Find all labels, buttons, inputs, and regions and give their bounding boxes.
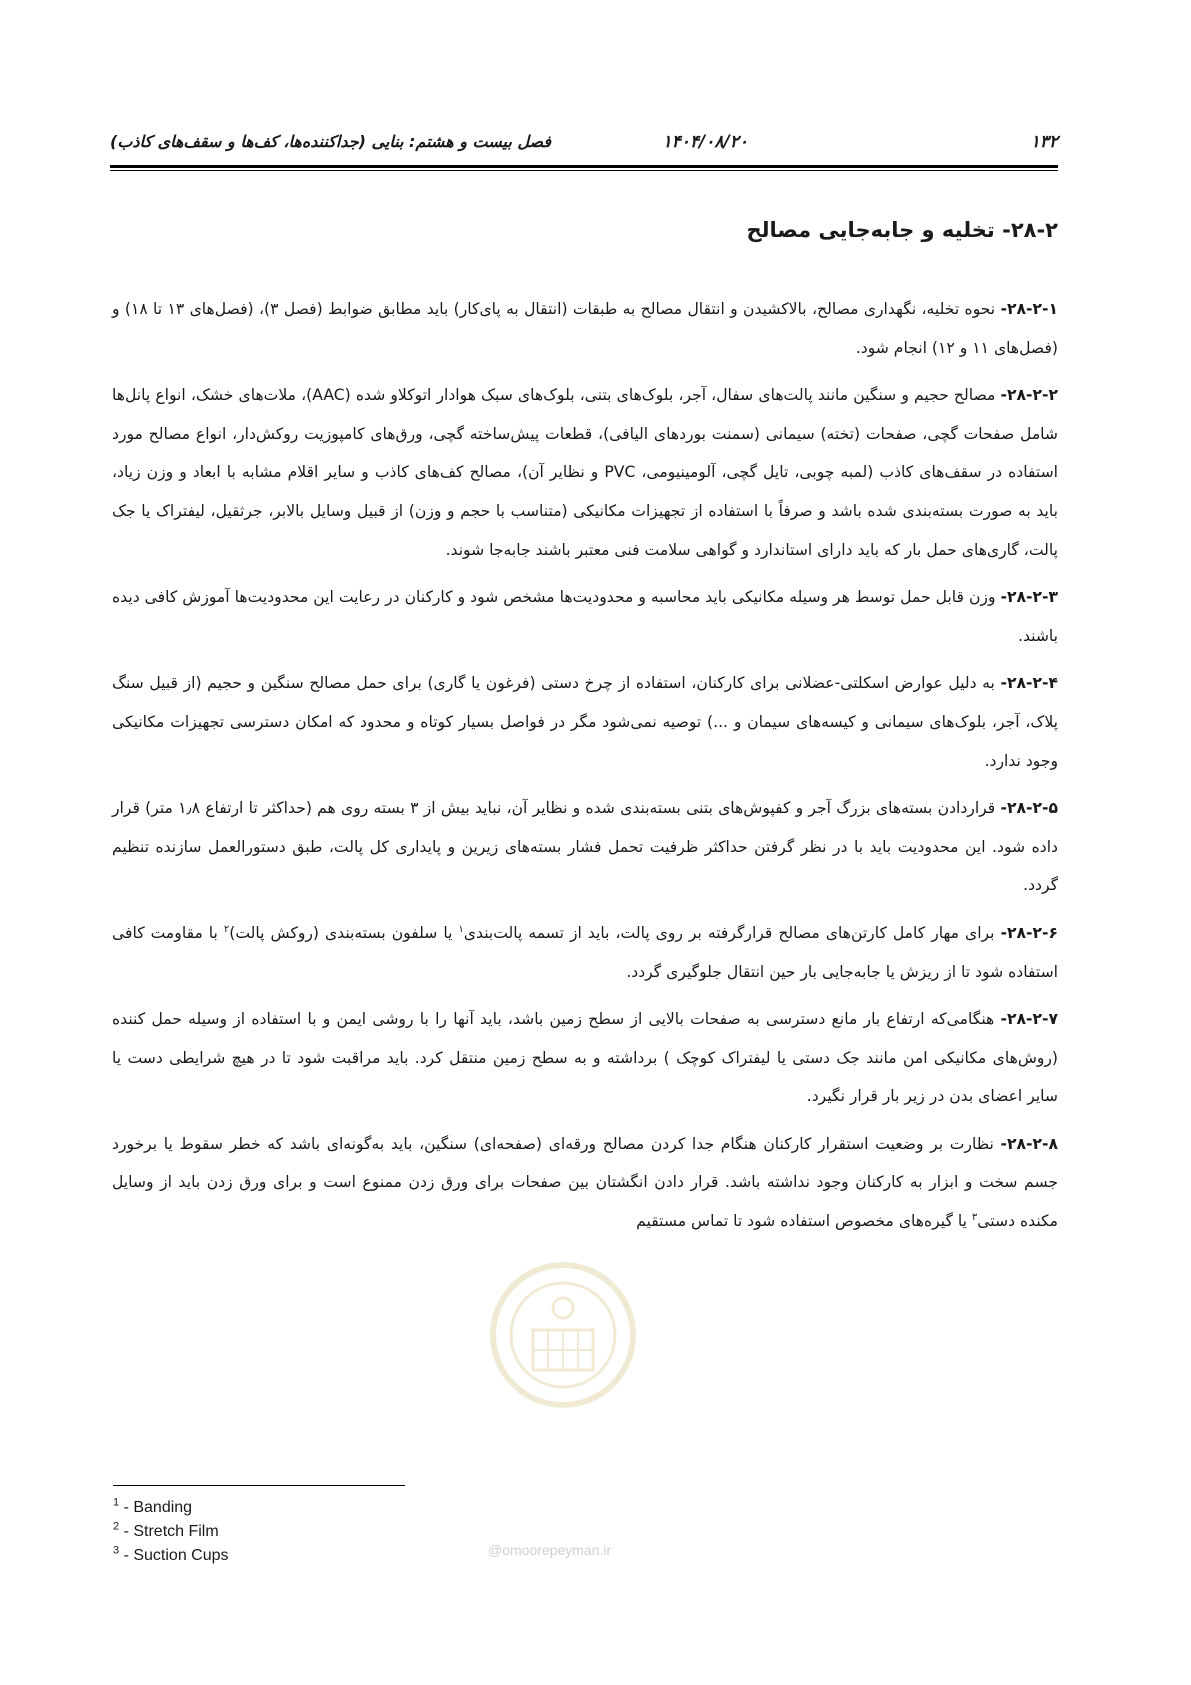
- clause-number: ۲۸-۲-۴-: [1000, 674, 1058, 693]
- footnote-text: - Stretch Film: [119, 1523, 219, 1540]
- footnote-mark: 1: [113, 1496, 120, 1509]
- footnote-divider: [113, 1485, 405, 1486]
- watermark-logo-icon: [483, 1250, 643, 1420]
- clause-text: نظارت بر وضعیت استقرار کارکنان هنگام جدا کردن مصالح ورقه‌ای (صفحه‌ای) سنگین، باید به‌گونه‌ای باشد که خطر سقوط یا برخورد جسم سخت و ابزار به کارکنان وجود نداشته باشد. قرار دادن انگشتان بین صفحات برای ورق زدن ممنوع است و برای ورق زدن باید از وسایل مکنده دستی: [112, 1134, 1058, 1231]
- clause-number: ۲۸-۲-۱-: [1000, 300, 1058, 318]
- paragraph-6: [112, 914, 1058, 991]
- clause-number: ۲۸-۲-۳-: [1000, 588, 1058, 607]
- paragraph-1: [112, 290, 1058, 367]
- footnote-ref[interactable]: ۲: [223, 923, 230, 935]
- footnote-item: [113, 1544, 229, 1568]
- paragraph-7: [112, 1000, 1058, 1116]
- chapter-title: فصل بیست و هشتم: بنایی (جداکننده‌ها، کف‌ها و سقف‌های کاذب): [110, 132, 551, 151]
- header-divider: [110, 165, 1058, 171]
- paragraph-8: [112, 1125, 1058, 1241]
- clause-number: ۲۸-۲-۵-: [1000, 799, 1058, 818]
- clause-text: با مقاومت کافی استفاده شود تا از ریزش یا جابه‌جایی بار حین انتقال جلوگیری گردد.: [112, 923, 1058, 981]
- clause-text: مصالح حجیم و سنگین مانند پالت‌های سفال، آجر، بلوک‌های بتنی، بلوک‌های سبک هوادار اتوکلاو شده (AAC)، ملات‌های خشک، انواع پانل‌ها شامل صفحات گچی، صفحات (تخته) سیمانی (سمنت بوردهای الیافی)، قطعات پیش‌ساخته گچی، ورق‌های کامپوزیت روکش‌دار، انواع مصالح مورد استفاده در سقف‌های کاذب (لمبه چوبی، تایل گچی، آلومینیومی، PVC و نظایر آن)، مصالح کف‌های کاذب و سایر اقلام مشابه با ابعاد و وزن زیاد، باید به صورت بسته‌بندی شده باشد و صرفاً با استفاده از تجهیزات مکانیکی (متناسب با حجم و وزن) از قبیل وسایل بالابر، جرثقیل، لیفتراک یا جک پالت، گاری‌های حمل بار که باید دارای استاندارد و گواهی سلامت فنی معتبر باشند جابه‌جا شوند.: [112, 386, 1058, 559]
- footnote-ref[interactable]: ۱: [458, 923, 464, 935]
- footnote-item: [113, 1496, 229, 1520]
- page-header: [110, 132, 1058, 160]
- header-date: ۱۴۰۴/۰۸/۲۰: [662, 132, 748, 152]
- clause-text: قراردادن بسته‌های بزرگ آجر و کفپوش‌های بتنی بسته‌بندی شده و نظایر آن، نباید بیش از ۳ بسته روی هم (حداکثر تا ارتفاع ۱٫۸ متر) قرار داده شود. این محدودیت باید با در نظر گرفتن حداکثر ظرفیت تحمل فشار بسته‌های زیرین و پایداری کل پالت، طبق دستورالعمل سازنده تنظیم گردد.: [112, 799, 1058, 895]
- clause-text: وزن قابل حمل توسط هر وسیله مکانیکی باید محاسبه و محدودیت‌ها مشخص شود و کارکنان در رعایت این محدودیت‌ها آموزش کافی دیده باشند.: [112, 588, 1058, 645]
- footnote-ref[interactable]: ۳: [971, 1211, 978, 1223]
- clause-text: نحوه تخلیه، نگهداری مصالح، بالاکشیدن و انتقال مصالح به طبقات (انتقال به پای‌کار) باید مطابق ضوابط (فصل ۳)، (فصل‌های ۱۳ تا ۱۸) و (فصل‌های ۱۱ و ۱۲) انجام شود.: [112, 300, 1058, 357]
- clause-text: یا سلفون بسته‌بندی (روکش پالت): [229, 923, 459, 942]
- footnote-text: - Banding: [119, 1499, 193, 1516]
- clause-number: ۲۸-۲-۸-: [1000, 1134, 1058, 1153]
- paragraph-3: [112, 578, 1058, 655]
- clause-text: به دلیل عوارض اسکلتی-عضلانی برای کارکنان، استفاده از چرخ دستی (فرغون یا گاری) برای حمل مصالح سنگین و حجیم (از قبیل سنگ پلاک، آجر، بلوک‌های سیمانی و کیسه‌های سیمان و ...) توصیه نمی‌شود مگر در فواصل بسیار کوتاه و محدود که امکان دسترسی تجهیزات مکانیکی وجود ندارد.: [112, 674, 1058, 770]
- clause-text: برای مهار کامل کارتن‌های مصالح قرارگرفته بر روی پالت، باید از تسمه پالت‌بندی: [463, 923, 1001, 942]
- paragraph-2: [112, 376, 1058, 569]
- body-text: [112, 290, 1058, 1250]
- clause-number: ۲۸-۲-۲-: [1000, 386, 1058, 405]
- footnote-mark: 3: [113, 1544, 120, 1557]
- clause-text: یا گیره‌های مخصوص استفاده شود تا تماس مستقیم: [636, 1212, 972, 1231]
- section-title: ۲۸-۲- تخلیه و جابه‌جایی مصالح: [746, 218, 1058, 242]
- footnote-item: [113, 1520, 229, 1544]
- paragraph-5: [112, 789, 1058, 905]
- footnote-mark: 2: [113, 1520, 120, 1533]
- paragraph-4: [112, 664, 1058, 780]
- clause-text: هنگامی‌که ارتفاع بار مانع دسترسی به صفحات بالایی از سطح زمین باشد، باید آنها را با روشی ایمن و با استفاده از وسیله حمل کننده (روش‌های مکانیکی امن مانند جک دستی یا لیفتراک کوچک ) برداشته و به سطح زمین منتقل کرد. باید مراقبت شود تا در هیچ شرایطی دست یا سایر اعضای بدن در زیر بار قرار نگیرد.: [112, 1010, 1058, 1106]
- page-number: ۱۳۲: [1030, 132, 1058, 152]
- footnotes: [113, 1496, 229, 1568]
- clause-number: ۲۸-۲-۷-: [1000, 1010, 1058, 1029]
- footnote-text: - Suction Cups: [119, 1547, 229, 1564]
- clause-number: ۲۸-۲-۶-: [1000, 923, 1058, 942]
- watermark-text: @omoorepeyman.ir: [488, 1542, 612, 1558]
